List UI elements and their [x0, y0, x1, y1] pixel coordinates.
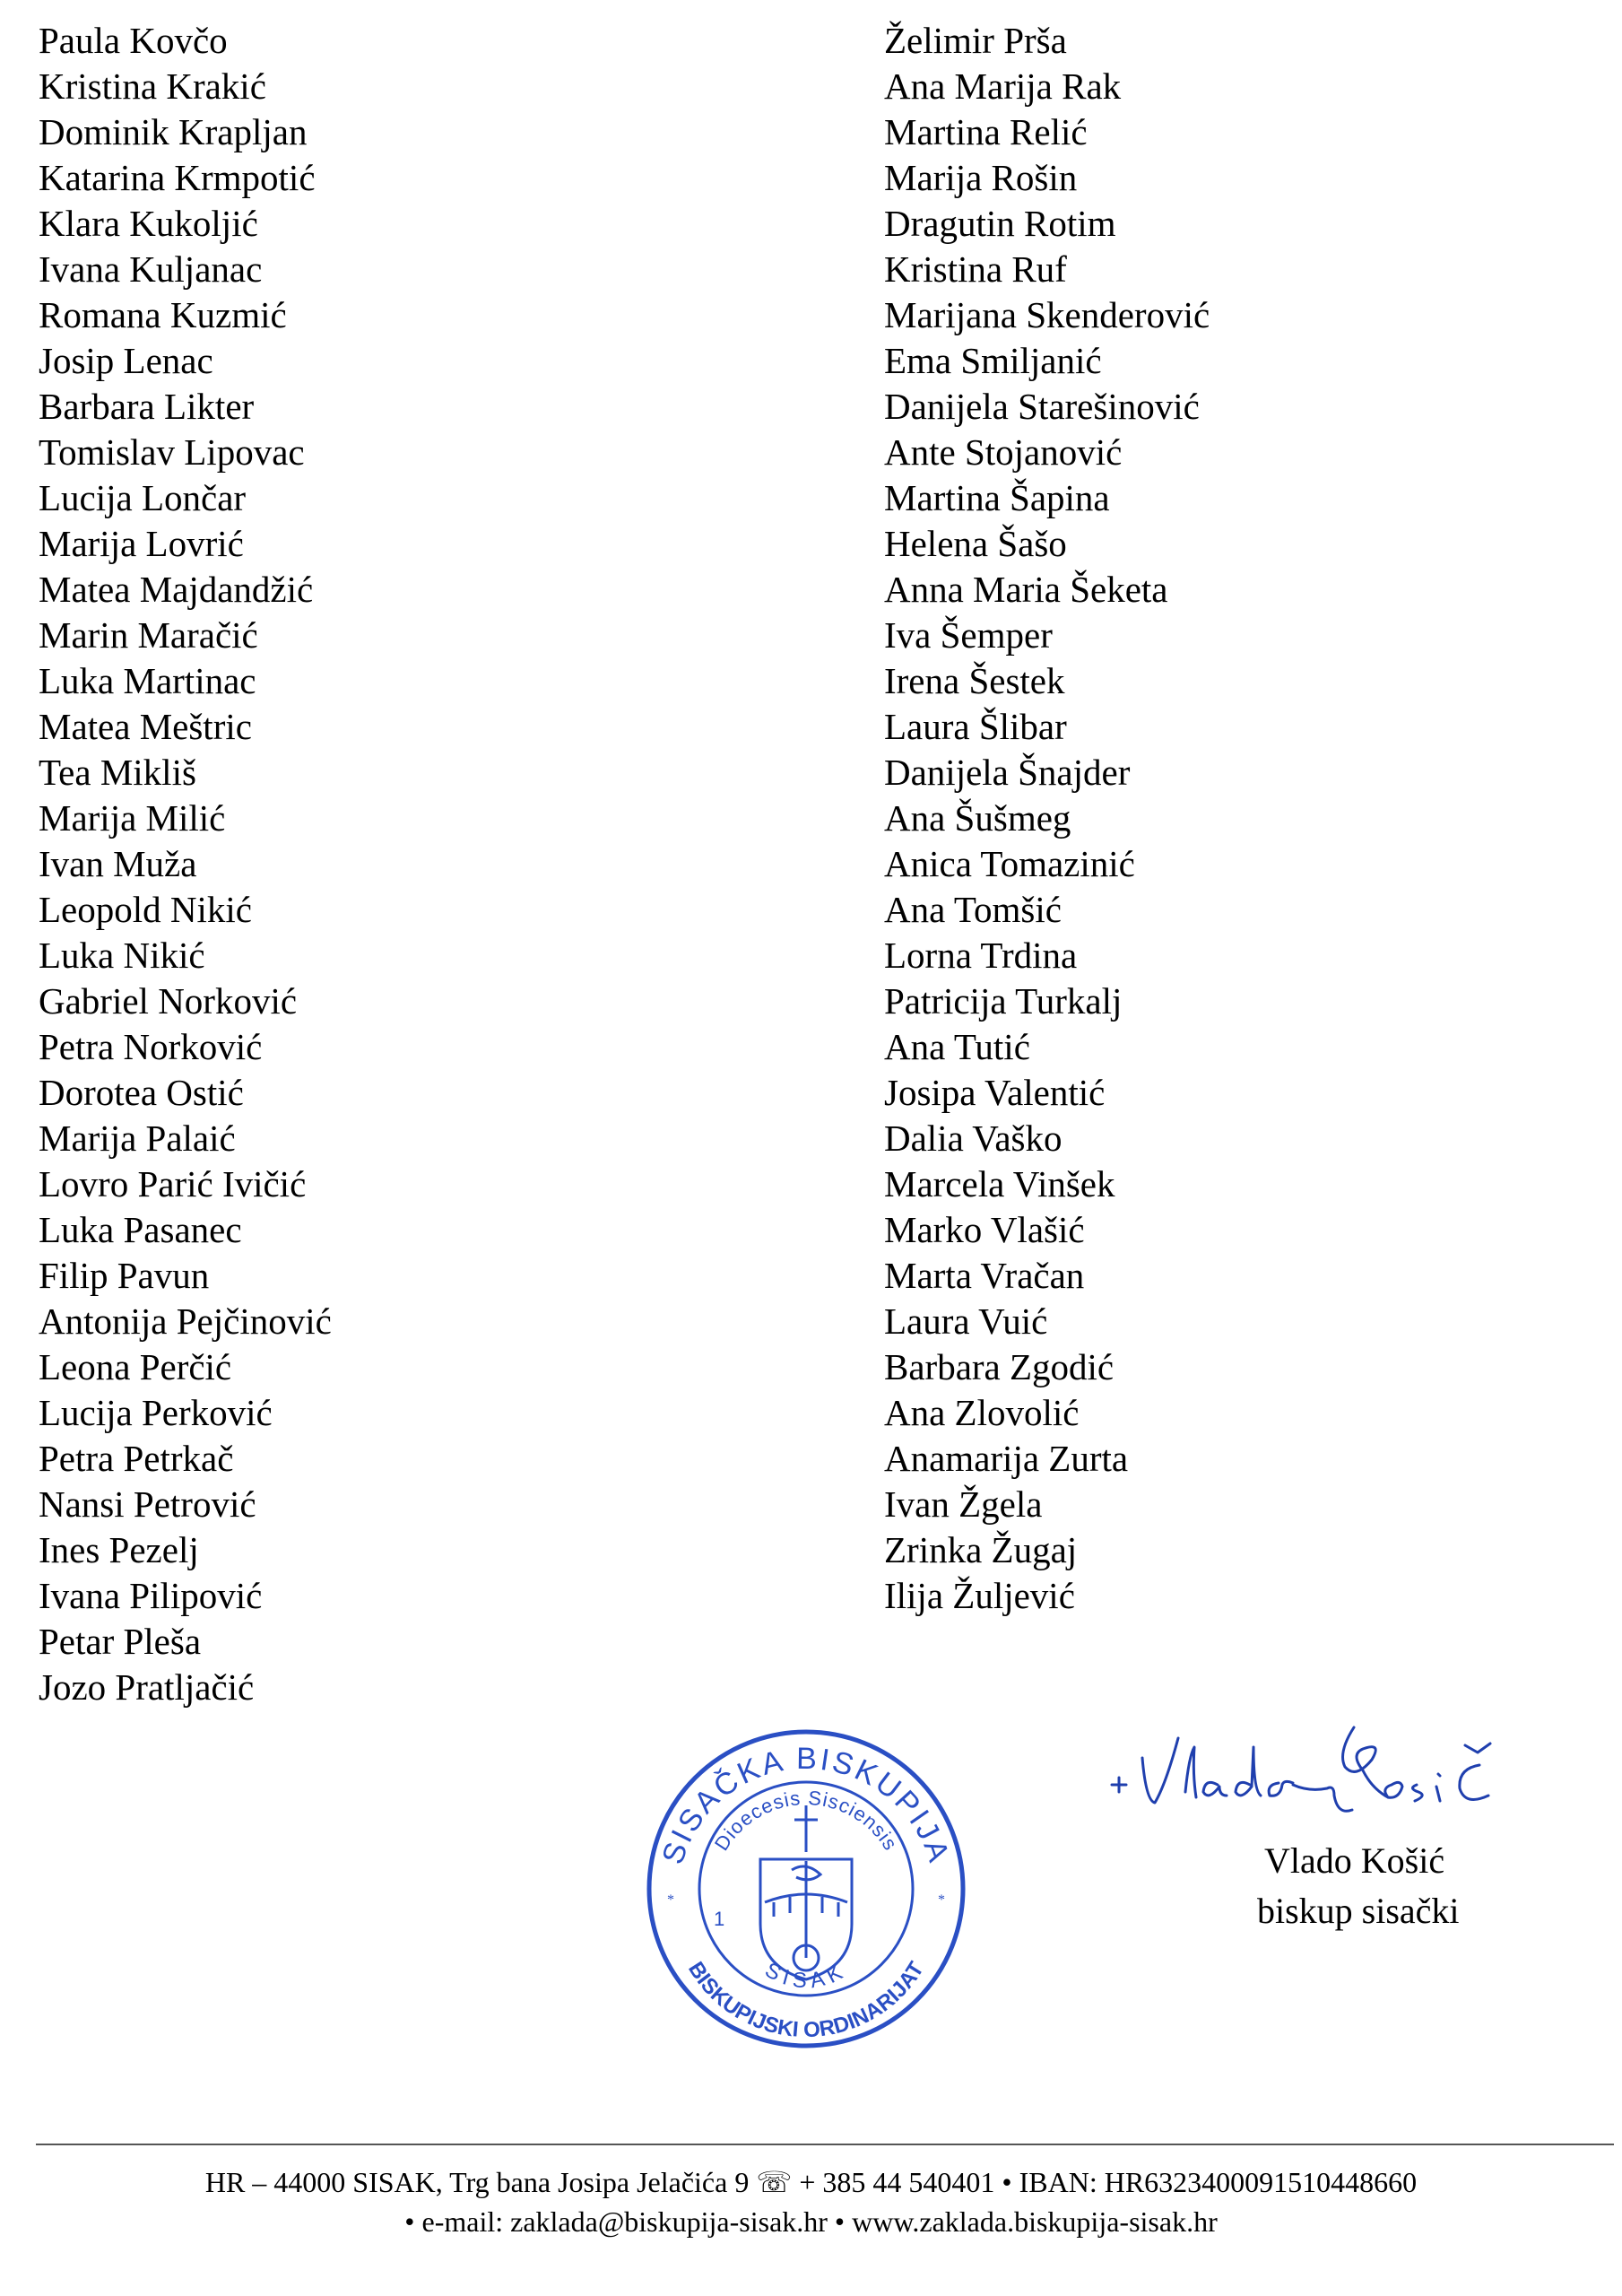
name-entry: Marija Palaić [39, 1118, 236, 1159]
diocese-stamp [644, 1726, 968, 2051]
name-entry: Ema Smiljanić [884, 340, 1102, 381]
name-entry: Nansi Petrović [39, 1483, 256, 1525]
name-entry: Patricija Turkalj [884, 980, 1123, 1022]
name-entry: Anna Maria Šeketa [884, 569, 1168, 610]
name-entry: Danijela Šnajder [884, 752, 1131, 793]
name-entry: Leopold Nikić [39, 889, 252, 930]
name-entry: Lucija Perković [39, 1392, 273, 1433]
name-entry: Marcela Vinšek [884, 1163, 1115, 1205]
stamp-inner-text: Dioecesis Sisciensis [709, 1786, 903, 1855]
name-entry: Dorotea Ostić [39, 1072, 244, 1113]
name-entry: Petar Pleša [39, 1621, 202, 1662]
stamp-star-right: * [938, 1892, 945, 1908]
stamp-city: SISAK [760, 1957, 852, 1994]
name-entry: Antonija Pejčinović [39, 1300, 332, 1342]
name-entry: Ana Tutić [884, 1026, 1030, 1067]
name-entry: Ana Tomšić [884, 889, 1062, 930]
name-entry: Tea Mikliš [39, 752, 196, 793]
name-entry: Luka Martinac [39, 660, 256, 701]
name-entry: Irena Šestek [884, 660, 1065, 701]
name-entry: Helena Šašo [884, 523, 1067, 564]
name-entry: Luka Pasanec [39, 1209, 242, 1250]
name-entry: Filip Pavun [39, 1255, 210, 1296]
stamp-outer-text: SISAČKA BISKUPIJA [655, 1741, 957, 1869]
name-entry: Ivana Pilipović [39, 1575, 263, 1616]
name-entry: Josip Lenac [39, 340, 213, 381]
name-entry: Marin Maračić [39, 614, 258, 656]
name-entry: Dalia Vaško [884, 1118, 1063, 1159]
name-entry: Lorna Trdina [884, 935, 1078, 976]
name-entry: Matea Majdandžić [39, 569, 314, 610]
name-entry: Petra Norković [39, 1026, 263, 1067]
name-entry: Marijana Skenderović [884, 294, 1210, 335]
name-entry: Ilija Žuljević [884, 1575, 1075, 1616]
name-entry: Želimir Prša [884, 20, 1067, 61]
name-entry: Jozo Pratljačić [39, 1666, 255, 1708]
name-entry: Ivan Žgela [884, 1483, 1043, 1525]
stamp-bottom-text: BISKUPIJSKI ORDINARIJAT [683, 1957, 929, 2043]
name-entry: Romana Kuzmić [39, 294, 287, 335]
signatory-name: Vlado Košić [1264, 1840, 1445, 1881]
handwritten-signature [1103, 1702, 1569, 1837]
name-entry: Ana Šušmeg [884, 797, 1071, 839]
name-entry: Zrinka Žugaj [884, 1529, 1078, 1570]
name-entry: Ivan Muža [39, 843, 197, 884]
names-list-right [884, 18, 1210, 1619]
name-entry: Lovro Parić Ivičić [39, 1163, 307, 1205]
name-entry: Iva Šemper [884, 614, 1053, 656]
name-entry: Marija Milić [39, 797, 226, 839]
name-entry: Ana Marija Rak [884, 65, 1122, 107]
name-entry: Paula Kovčo [39, 20, 228, 61]
name-entry: Ana Zlovolić [884, 1392, 1080, 1433]
name-entry: Katarina Krmpotić [39, 157, 316, 198]
name-entry: Luka Nikić [39, 935, 205, 976]
name-entry: Marko Vlašić [884, 1209, 1085, 1250]
stamp-star-left: * [667, 1892, 674, 1908]
name-entry: Barbara Zgodić [884, 1346, 1115, 1387]
name-entry: Marija Rošin [884, 157, 1078, 198]
name-entry: Laura Šlibar [884, 706, 1067, 747]
footer-address: HR – 44000 SISAK, Trg bana Josipa Jelačića 9 ☏ + 385 44 540401 • IBAN: HR6323400091510448660 [204, 2166, 1418, 2198]
name-entry: Dominik Krapljan [39, 111, 308, 152]
name-entry: Tomislav Lipovac [39, 431, 305, 473]
name-entry: Martina Šapina [884, 477, 1110, 518]
name-entry: Kristina Krakić [39, 65, 266, 107]
name-entry: Marta Vračan [884, 1255, 1085, 1296]
name-entry: Ines Pezelj [39, 1529, 199, 1570]
footer-contact: • e-mail: zaklada@biskupija-sisak.hr • www.zaklada.biskupija-sisak.hr [404, 2205, 1218, 2238]
name-entry: Leona Perčić [39, 1346, 232, 1387]
name-entry: Kristina Ruf [884, 248, 1067, 290]
name-entry: Laura Vuić [884, 1300, 1048, 1342]
name-entry: Klara Kukoljić [39, 203, 258, 244]
name-entry: Petra Petrkač [39, 1438, 234, 1479]
name-entry: Barbara Likter [39, 386, 255, 427]
footer-divider [36, 2144, 1614, 2145]
name-entry: Anamarija Zurta [884, 1438, 1129, 1479]
signatory-title: biskup sisački [1257, 1891, 1460, 1931]
stamp-number: 1 [714, 1908, 725, 1930]
name-entry: Matea Meštric [39, 706, 252, 747]
name-entry: Josipa Valentić [884, 1072, 1106, 1113]
name-entry: Anica Tomazinić [884, 843, 1135, 884]
name-entry: Gabriel Norković [39, 980, 298, 1022]
name-entry: Martina Relić [884, 111, 1088, 152]
name-entry: Lucija Lončar [39, 477, 247, 518]
name-entry: Dragutin Rotim [884, 203, 1116, 244]
name-entry: Ante Stojanović [884, 431, 1123, 473]
name-entry: Danijela Starešinović [884, 386, 1200, 427]
coat-of-arms-icon [760, 1805, 852, 1979]
name-entry: Ivana Kuljanac [39, 248, 263, 290]
name-entry: Marija Lovrić [39, 523, 244, 564]
names-list-left [39, 18, 332, 1710]
